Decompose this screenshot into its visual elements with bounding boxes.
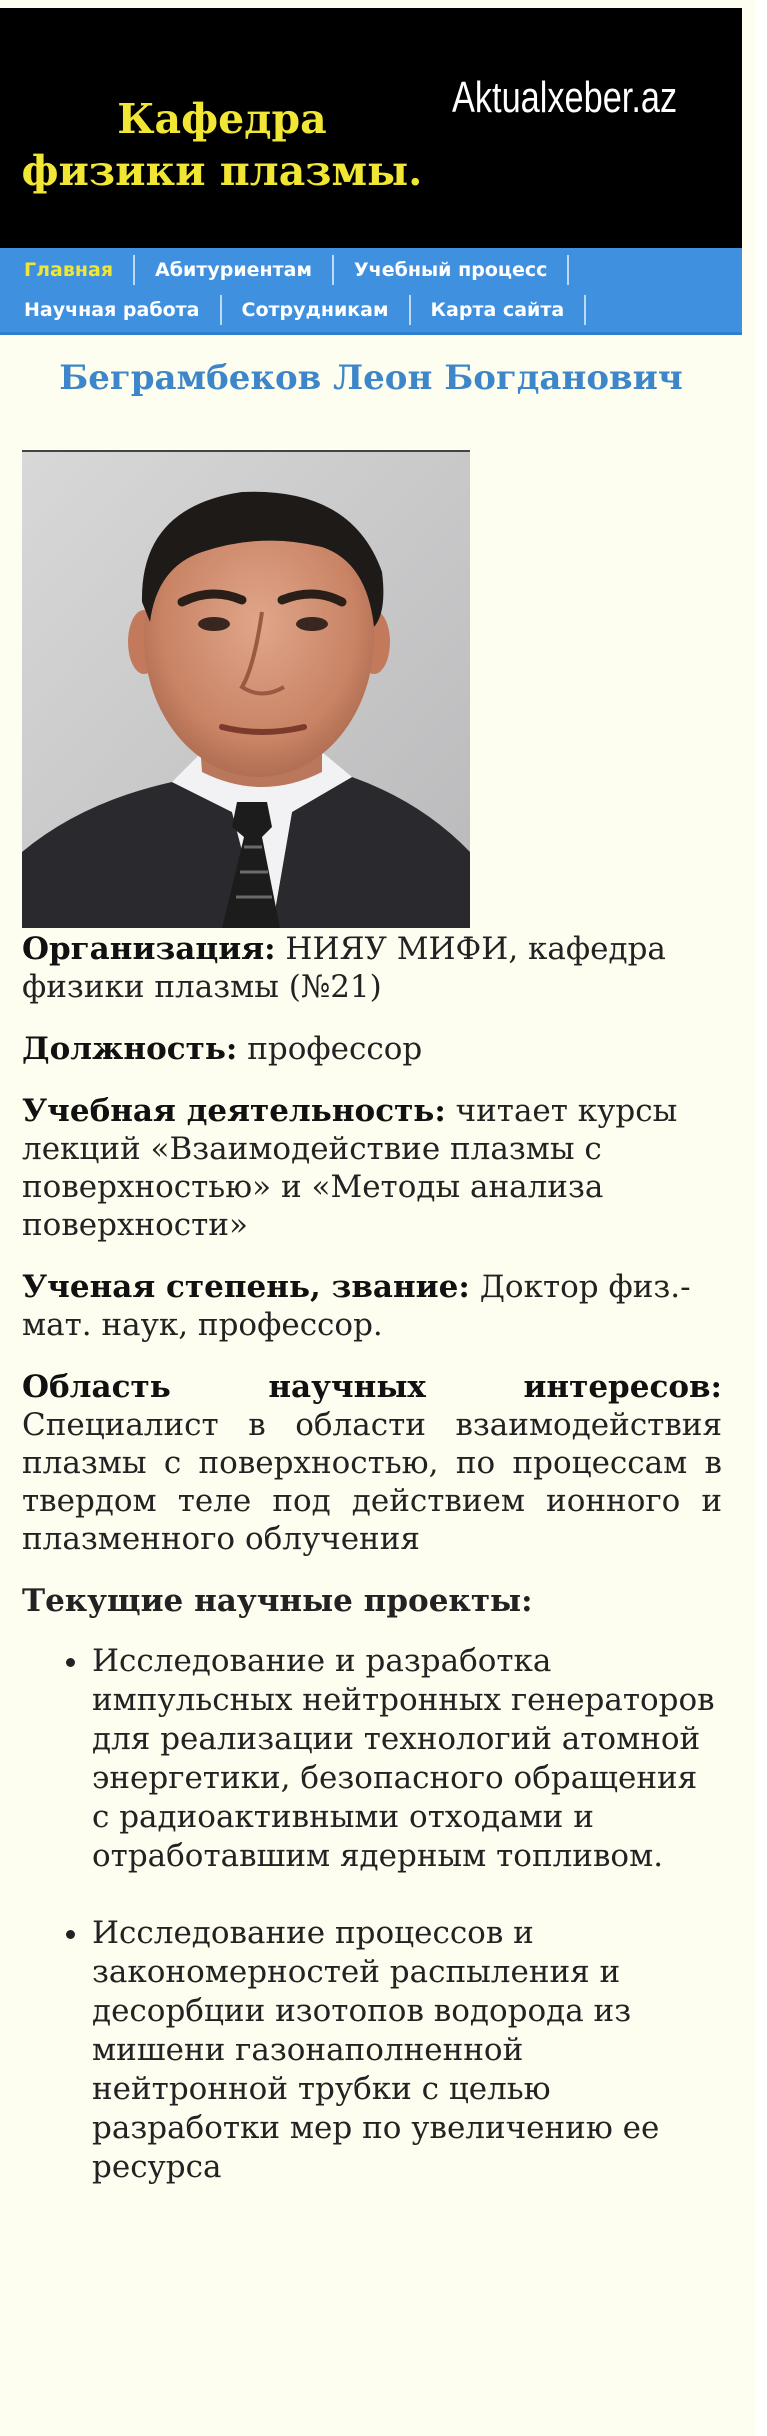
nav-item-home[interactable]: Главная [0, 255, 135, 285]
interests-label: Область научных интересов: [22, 1369, 722, 1405]
nav-row-2 [0, 292, 586, 328]
teaching-value: читает курсы лекций «Взаимодействие плазмы с поверхностью» и «Методы анализа поверхности» [22, 1093, 678, 1243]
nav-row-1 [0, 252, 569, 288]
list-item [92, 1914, 722, 2187]
interests-value: Специалист в области взаимодействия плазмы с поверхностью, по процессам в твердом теле под действием ионного и плазменного облучения [22, 1407, 722, 1557]
degree-label: Ученая степень, звание: [22, 1269, 470, 1305]
organization-value: НИЯУ МИФИ, кафедра физики плазмы (№21) [22, 931, 666, 1005]
site-header [0, 8, 742, 248]
list-item [92, 1642, 722, 1876]
interests-row [22, 1368, 722, 1558]
profile-content [22, 930, 722, 2225]
bullet-icon [66, 1658, 75, 1667]
nav-item-applicants[interactable]: Абитуриентам [135, 255, 334, 285]
organization-row [22, 930, 722, 1006]
department-title[interactable] [12, 93, 432, 197]
nav-item-study-process[interactable]: Учебный процесс [334, 255, 569, 285]
projects-heading: Текущие научные проекты: [22, 1583, 533, 1619]
position-label: Должность: [22, 1031, 238, 1067]
position-value: профессор [237, 1031, 423, 1067]
main-nav [0, 248, 742, 335]
project-text: Исследование и разработка импульсных нейтронных генераторов для реализации технологий атомной энергетики, безопасного обращения с радиоактивными отходами и отработавшим ядерным топливом. [92, 1643, 715, 1874]
watermark-text: Aktualxeber.az [452, 73, 678, 122]
page-edge [755, 0, 767, 2436]
organization-label: Организация: [22, 931, 276, 967]
person-name-heading: Беграмбеков Леон Богданович [59, 358, 683, 398]
projects-list [22, 1642, 722, 2187]
portrait-photo [22, 450, 470, 928]
degree-row [22, 1268, 722, 1344]
department-title-line2: физики плазмы. [21, 147, 423, 195]
nav-item-staff[interactable]: Сотрудникам [222, 295, 411, 325]
nav-item-research[interactable]: Научная работа [0, 295, 222, 325]
bullet-icon [66, 1930, 75, 1939]
degree-value: Доктор физ.-мат. наук, профессор. [22, 1269, 691, 1343]
project-text: Исследование процессов и закономерностей распыления и десорбции изотопов водорода из мишени газонаполненной нейтронной трубки с целью разработки мер по увеличению ее ресурса [92, 1915, 660, 2185]
position-row [22, 1030, 722, 1068]
teaching-label: Учебная деятельность: [22, 1093, 446, 1129]
nav-item-sitemap[interactable]: Карта сайта [411, 295, 587, 325]
teaching-row [22, 1092, 722, 1244]
department-title-line1: Кафедра [117, 95, 327, 143]
